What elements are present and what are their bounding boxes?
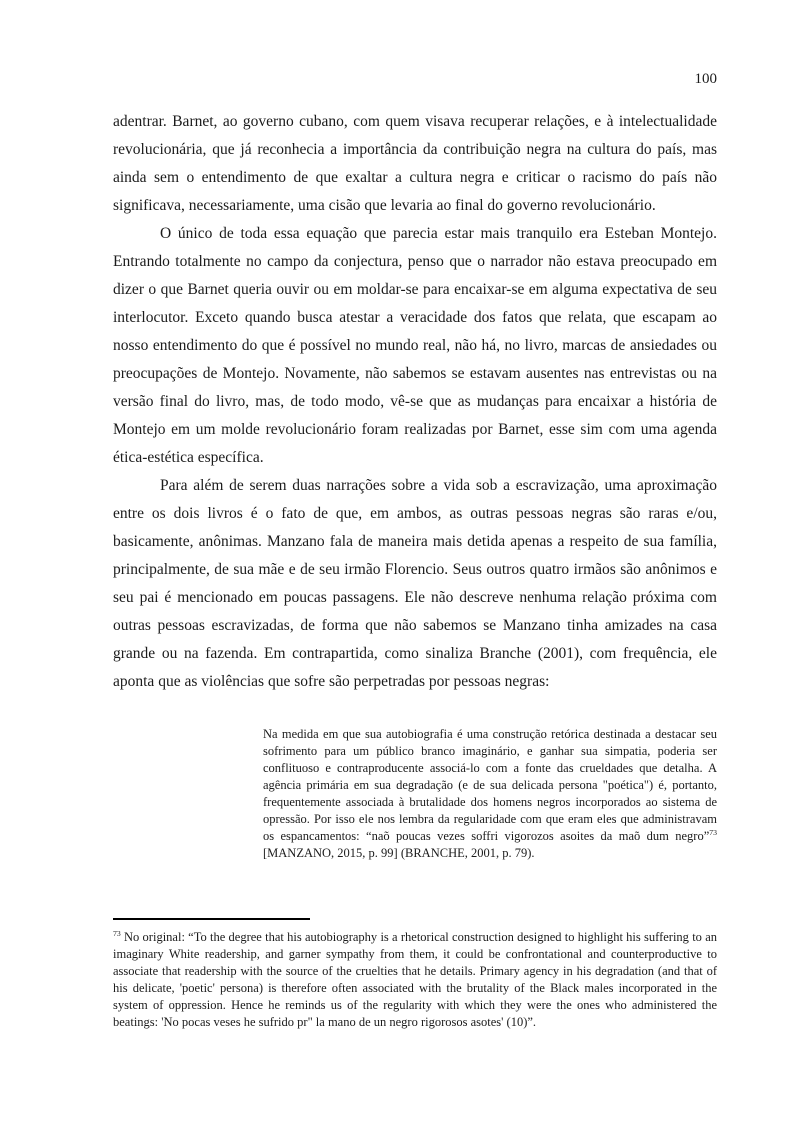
body-paragraph: adentrar. Barnet, ao governo cubano, com quem visava recuperar relações, e à intelectualidade revolucionária, que já reconhecia a importância da contribuição negra na cultura do país, mas ainda sem o entendimento de que exaltar a cultura negra e criticar o racismo do país não significava, necessariamente, uma cisão que levaria ao final do governo revolucionário.: [113, 113, 717, 214]
footnote-text: No original: “To the degree that his autobiography is a rhetorical construction designed to highlight his suffering to an imaginary White readership, and garner sympathy from them, it could be confrontational and counterproductive to associate that readership with the source of the cruelties that he details. Primary agency in his degradation (and that of his delicate, 'poetic' persona) is therefore often associated with the brutality of the Black males incorporated in the system of oppression. Hence he reminds us of the regularity with which they were the ones who administered the beatings: 'No pocas veses he sufrido pr" la mano de un negro rigorosos asotes' (10)”.: [113, 930, 717, 1029]
body-paragraph: Para além de serem duas narrações sobre a vida sob a escravização, uma aproximação entre os dois livros é o fato de que, em ambos, as outras pessoas negras são raras e/ou, basicamente, anônimas. Manzano fala de maneira mais detida apenas a respeito de sua família, principalmente, de sua mãe e de seu irmão Florencio. Seus outros quatro irmãos são anônimos e seu pai é mencionado em poucas passagens. Ele não descreve nenhuma relação próxima com outras pessoas escravizadas, de forma que não sabemos se Manzano tinha amizades na casa grande ou na fazenda. Em contrapartida, como sinaliza Branche (2001), com frequência, ele aponta que as violências que sofre são perpetradas por pessoas negras:: [113, 477, 717, 690]
page-number: 100: [694, 71, 717, 87]
block-quote: [263, 726, 717, 862]
footnote-section: [113, 918, 717, 1031]
footnote-separator: [113, 918, 310, 920]
footnote: [113, 929, 717, 1031]
footnote-ref: 73: [709, 827, 717, 837]
body-paragraph: O único de toda essa equação que parecia estar mais tranquilo era Esteban Montejo. Entrando totalmente no campo da conjectura, penso que o narrador não estava preocupado em dizer o que Barnet queria ouvir ou em moldar-se para encaixar-se em alguma expectativa de seu interlocutor. Exceto quando busca atestar a veracidade dos fatos que relata, que escapam ao nosso entendimento do que é possível no mundo real, não há, no livro, marcas de ansiedades ou preocupações de Montejo. Novamente, não sabemos se estavam ausentes nas entrevistas ou na versão final do livro, mas, de todo modo, vê-se que as mudanças para encaixar a história de Montejo em um molde revolucionário foram realizadas por Barnet, esse sim com uma agenda ética-estética específica.: [113, 225, 717, 466]
body-text: [113, 108, 717, 696]
footnote-marker: 73: [113, 928, 121, 938]
block-quote-text: Na medida em que sua autobiografia é uma construção retórica destinada a destacar seu sofrimento para um público branco imaginário, e ganhar sua simpatia, poderia ser conflituoso e contraproducente associá-lo com a fonte das crueldades que detalha. A agência primária em sua degradação (e de sua delicada persona "poética") é, portanto, frequentemente associada à brutalidade dos homens negros incorporados ao sistema de opressão. Por isso ele nos lembra da regularidade com que eram eles que administravam os espancamentos: “naõ poucas vezes soffri vigorozos asoites da maõ dum negro”: [263, 727, 717, 843]
block-quote-citation: [MANZANO, 2015, p. 99] (BRANCHE, 2001, p. 79).: [263, 846, 535, 860]
